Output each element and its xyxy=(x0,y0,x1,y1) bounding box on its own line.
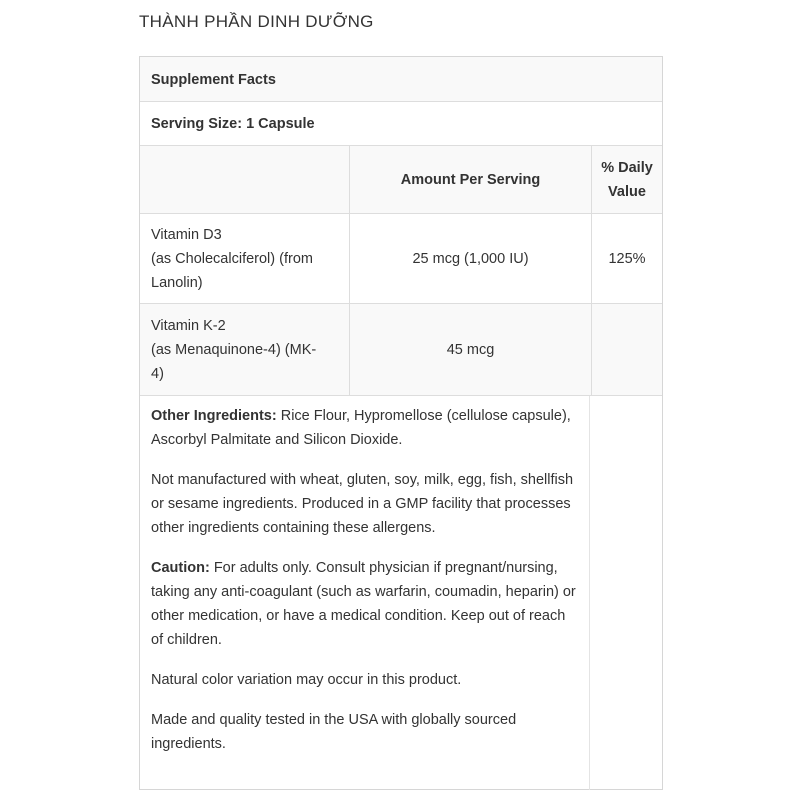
caution-text: For adults only. Consult physician if pregnant/nursing, taking any anti-coagulant (such as warfarin, coumadin, heparin) or other medication, or have a medical condition. Keep out of reach of children. xyxy=(151,560,576,648)
nutrient-row-vitamin-k2 xyxy=(140,304,662,396)
other-ingredients-label: Other Ingredients: xyxy=(151,408,277,424)
nutrient-name-line3: Lanolin) xyxy=(151,274,203,291)
made-in-usa-note: Made and quality tested in the USA with globally sourced ingredients. xyxy=(151,712,517,752)
serving-size-row xyxy=(140,102,662,146)
nutrient-name-line3: 4) xyxy=(151,365,164,382)
nutrient-daily-value xyxy=(592,304,662,395)
daily-value-label-line1: % Daily xyxy=(601,159,653,176)
column-header-amount xyxy=(350,146,592,213)
nutrient-amount xyxy=(350,214,592,303)
serving-size-text: Serving Size: 1 Capsule xyxy=(151,115,315,132)
nutrient-name xyxy=(140,214,350,303)
nutrient-name-line2: (as Menaquinone-4) (MK- xyxy=(151,341,317,358)
supplement-facts-table xyxy=(139,56,663,790)
facts-header-row xyxy=(140,57,662,102)
amount-per-serving-label: Amount Per Serving xyxy=(400,171,541,188)
allergen-statement: Not manufactured with wheat, gluten, soy, milk, egg, fish, shellfish or sesame ingredients. Produced in a GMP facility that processes other ingredients containing these allergens. xyxy=(151,472,574,536)
nutrient-name-line1: Vitamin K-2 xyxy=(151,317,226,334)
caution-label: Caution: xyxy=(151,560,210,576)
nutrient-amount xyxy=(350,304,592,395)
nutrient-name-line1: Vitamin D3 xyxy=(151,226,222,243)
facts-header-text: Supplement Facts xyxy=(151,72,276,88)
nutrient-daily-value-text: 125% xyxy=(608,250,646,267)
column-header-daily-value xyxy=(592,146,662,213)
facts-header xyxy=(140,57,662,101)
ingredients-notes xyxy=(140,396,590,790)
column-header-row xyxy=(140,146,662,214)
other-ingredients xyxy=(151,404,579,452)
serving-size xyxy=(140,102,662,145)
nutrient-amount-text: 45 mcg xyxy=(446,341,495,358)
column-header-nutrient xyxy=(140,146,350,213)
nutrient-amount-text: 25 mcg (1,000 IU) xyxy=(412,250,529,267)
section-title: THÀNH PHẦN DINH DƯỠNG xyxy=(139,12,374,31)
nutrient-daily-value xyxy=(592,214,662,303)
daily-value-label-line2: Value xyxy=(608,183,646,200)
nutrient-name-line2: (as Cholecalciferol) (from xyxy=(151,250,313,267)
color-variation-note: Natural color variation may occur in this product. xyxy=(151,672,462,688)
nutrient-name xyxy=(140,304,350,395)
caution-statement xyxy=(151,556,579,652)
other-ingredients-text: Rice Flour, Hypromellose (cellulose capsule), Ascorbyl Palmitate and Silicon Dioxide. xyxy=(151,408,571,448)
nutrient-row-vitamin-d3 xyxy=(140,214,662,304)
